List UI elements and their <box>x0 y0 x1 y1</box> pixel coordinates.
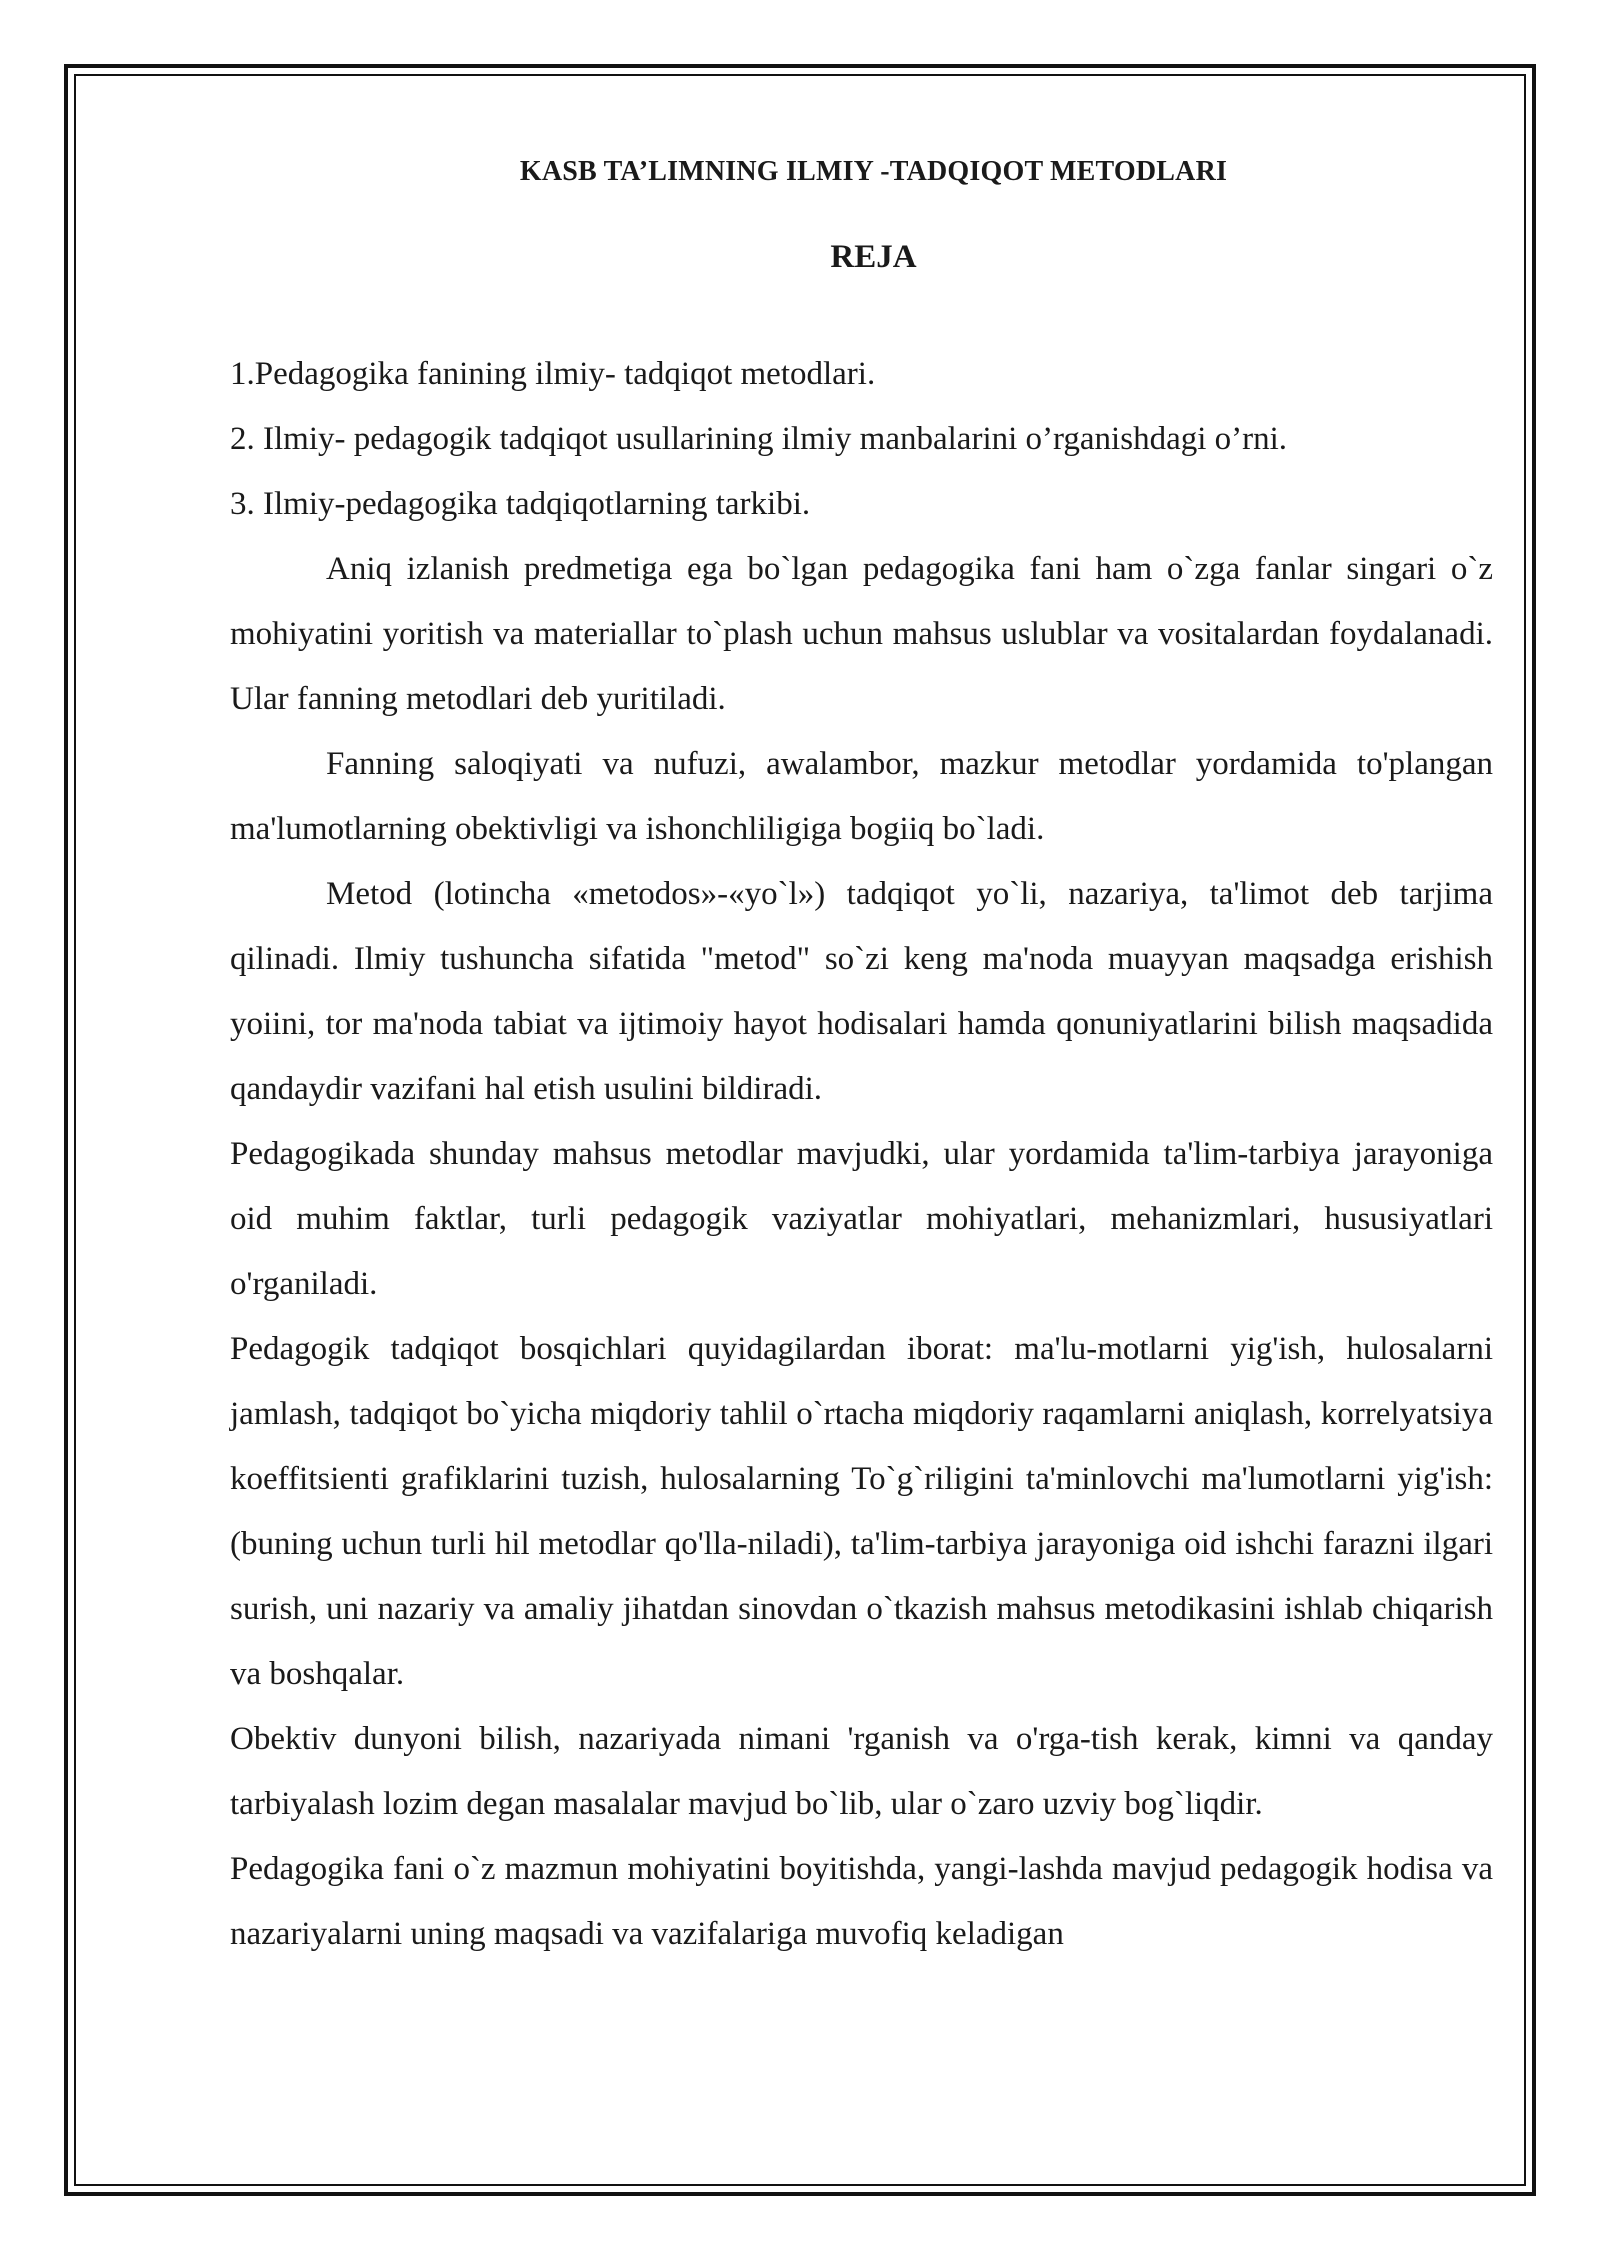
paragraph-7: Pedagogika fani o`z mazmun mohiyatini boyitishda, yangi-lashda mavjud pedagogik hodisa va nazariyalarni uning maqsadi va vazifalariga muvofiq keladigan <box>230 1851 1493 1952</box>
plan-item-2: 2. Ilmiy- pedagogik tadqiqot usullarining ilmiy manbalarini o’rganishdagi o’rni. <box>230 421 1288 457</box>
document-title: KASB TA’LIMNING ILMIY -TADQIQOT METODLARI <box>519 156 1228 187</box>
paragraph-1: Aniq izlanish predmetiga ega bo`lgan pedagogika fani ham o`zga fanlar singari o`z mohiyatini yoritish va materiallar to`plash uchun mahsus uslublar va vositalardan foydalanadi. Ular fanning metodlari deb yuritiladi. <box>230 551 1493 717</box>
plan-heading: REJA <box>830 239 917 275</box>
document-body <box>230 150 1493 1967</box>
paragraph-6: Obektiv dunyoni bilish, nazariyada nimani 'rganish va o'rga-tish kerak, kimni va qanday tarbiyalash lozim degan masalalar mavjud bo`lib, ular o`zaro uzviy bog`liqdir. <box>230 1721 1493 1822</box>
plan-list <box>230 342 1493 537</box>
plan-item-3: 3. Ilmiy-pedagogika tadqiqotlarning tarkibi. <box>230 486 811 522</box>
paragraph-4: Pedagogikada shunday mahsus metodlar mavjudki, ular yordamida ta'lim-tarbiya jarayoniga oid muhim faktlar, turli pedagogik vaziyatlar mohiyatlari, mehanizmlari, hususiyatlari o'rganiladi. <box>230 1136 1493 1302</box>
paragraph-3: Metod (lotincha «metodos»-«yo`l») tadqiqot yo`li, nazariya, ta'limot deb tarjima qilinadi. Ilmiy tushuncha sifatida "metod" so`zi keng ma'noda muayyan maqsadga erishish yoiini, tor ma'noda tabiat va ijtimoiy hayot hodisalari hamda qonuniyatlarini bilish maqsadida qandaydir vazifani hal etish usulini bildiradi. <box>230 876 1493 1107</box>
plan-item-1: 1.Pedagogika fanining ilmiy- tadqiqot metodlari. <box>230 356 876 392</box>
paragraph-5: Pedagogik tadqiqot bosqichlari quyidagilardan iborat: ma'lu-motlarni yig'ish, hulosalarni jamlash, tadqiqot bo`yicha miqdoriy tahlil o`rtacha miqdoriy raqamlarni aniqlash, korrelyatsiya koeffitsienti grafiklarini tuzish, hulosalarning To`g`riligini ta'minlovchi ma'lumotlarni yig'ish: (buning uchun turli hil metodlar qo'lla-niladi), ta'lim-tarbiya jarayoniga oid ishchi farazni ilgari surish, uni nazariy va amaliy jihatdan sinovdan o`tkazish mahsus metodikasini ishlab chiqarish va boshqalar. <box>230 1331 1493 1692</box>
paragraph-2: Fanning saloqiyati va nufuzi, awalambor, mazkur metodlar yordamida to'plangan ma'lumotlarning obektivligi va ishonchliligiga bogiiq bo`ladi. <box>230 746 1493 847</box>
